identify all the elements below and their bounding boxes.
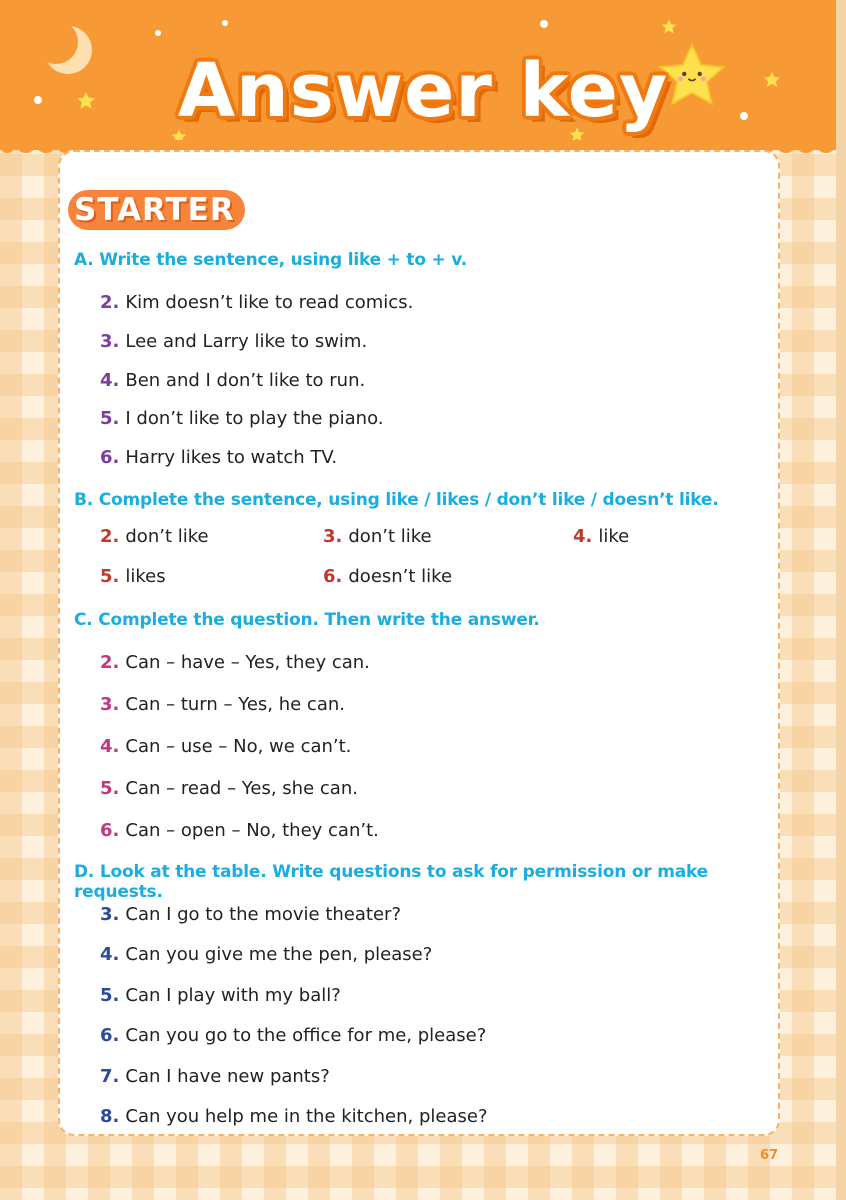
list-item bbox=[100, 694, 345, 715]
dot-decoration bbox=[540, 20, 548, 28]
list-item bbox=[100, 944, 432, 965]
item-number: 2. bbox=[100, 526, 120, 547]
dot-decoration bbox=[222, 20, 228, 26]
section-a-title: A. Write the sentence, using like + to + v. bbox=[74, 250, 468, 270]
item-text: Can – read – Yes, she can. bbox=[125, 778, 358, 799]
item-number: 6. bbox=[100, 447, 120, 468]
item-text: Can I go to the movie theater? bbox=[125, 904, 401, 925]
item-number: 6. bbox=[100, 1025, 120, 1046]
item-text: I don’t like to play the piano. bbox=[125, 408, 384, 429]
list-item bbox=[100, 331, 367, 352]
item-number: 2. bbox=[100, 652, 120, 673]
item-number: 6. bbox=[323, 566, 343, 587]
item-text: Can – use – No, we can’t. bbox=[125, 736, 352, 757]
list-item bbox=[100, 1066, 330, 1087]
item-number: 4. bbox=[100, 944, 120, 965]
list-item bbox=[100, 408, 384, 429]
section-b-title: B. Complete the sentence, using like / likes / don’t like / doesn’t like. bbox=[74, 490, 719, 510]
item-text: likes bbox=[125, 566, 166, 587]
page-edge-strip bbox=[836, 0, 846, 1200]
list-item bbox=[573, 526, 629, 547]
item-number: 2. bbox=[100, 292, 120, 313]
starter-label-wrap bbox=[74, 190, 245, 230]
list-item bbox=[100, 447, 337, 468]
page-title: Answer key bbox=[177, 48, 669, 134]
item-text: Can you go to the office for me, please? bbox=[125, 1025, 487, 1046]
list-item bbox=[100, 1106, 488, 1127]
item-text: Kim doesn’t like to read comics. bbox=[125, 292, 414, 313]
item-number: 5. bbox=[100, 778, 120, 799]
starter-label: STARTER bbox=[68, 190, 245, 230]
item-number: 3. bbox=[100, 904, 120, 925]
item-text: Harry likes to watch TV. bbox=[125, 447, 338, 468]
item-number: 3. bbox=[100, 331, 120, 352]
item-text: don’t like bbox=[348, 526, 432, 547]
item-text: like bbox=[598, 526, 630, 547]
list-item bbox=[100, 778, 358, 799]
item-text: Can – turn – Yes, he can. bbox=[125, 694, 345, 715]
item-text: Can you help me in the kitchen, please? bbox=[125, 1106, 488, 1127]
list-item bbox=[323, 566, 452, 587]
list-item bbox=[323, 526, 432, 547]
item-number: 4. bbox=[100, 736, 120, 757]
item-number: 3. bbox=[100, 694, 120, 715]
item-text: Lee and Larry like to swim. bbox=[125, 331, 368, 352]
item-number: 5. bbox=[100, 408, 120, 429]
item-number: 4. bbox=[573, 526, 593, 547]
item-text: Can – have – Yes, they can. bbox=[125, 652, 370, 673]
section-c-title: C. Complete the question. Then write the answer. bbox=[74, 610, 540, 630]
list-item bbox=[100, 1025, 486, 1046]
item-number: 4. bbox=[100, 370, 120, 391]
list-item bbox=[100, 652, 370, 673]
item-number: 6. bbox=[100, 820, 120, 841]
item-number: 3. bbox=[323, 526, 343, 547]
list-item bbox=[100, 736, 351, 757]
list-item bbox=[100, 566, 166, 587]
page-number: 67 bbox=[760, 1148, 779, 1163]
item-text: Can – open – No, they can’t. bbox=[125, 820, 379, 841]
item-text: Can I have new pants? bbox=[125, 1066, 330, 1087]
list-item bbox=[100, 526, 209, 547]
item-text: doesn’t like bbox=[348, 566, 453, 587]
list-item bbox=[100, 820, 379, 841]
item-number: 5. bbox=[100, 985, 120, 1006]
item-text: Can I play with my ball? bbox=[125, 985, 341, 1006]
item-number: 7. bbox=[100, 1066, 120, 1087]
list-item bbox=[100, 292, 413, 313]
list-item bbox=[100, 985, 341, 1006]
item-number: 5. bbox=[100, 566, 120, 587]
item-text: Ben and I don’t like to run. bbox=[125, 370, 366, 391]
item-text: Can you give me the pen, please? bbox=[125, 944, 433, 965]
list-item bbox=[100, 370, 365, 391]
item-number: 8. bbox=[100, 1106, 120, 1127]
item-text: don’t like bbox=[125, 526, 209, 547]
section-d-title: D. Look at the table. Write questions to ask for permission or make requests. bbox=[74, 862, 708, 902]
list-item bbox=[100, 904, 401, 925]
dot-decoration bbox=[155, 30, 161, 36]
star-icon bbox=[660, 18, 678, 36]
